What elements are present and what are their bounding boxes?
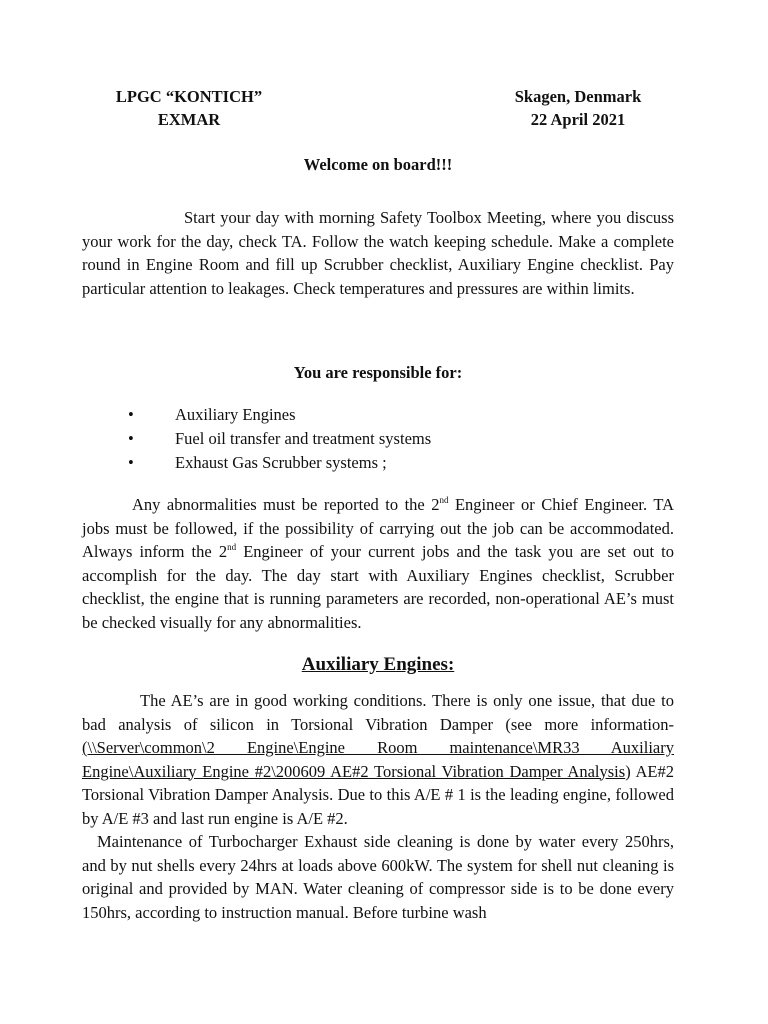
ship-name: LPGC “KONTICH” (115, 87, 263, 106)
responsibilities-heading: You are responsible for: (293, 363, 463, 382)
ae-text-after-link: ) AE#2 Torsional Vibration Damper Analysis. Due to this A/E # 1 is the leading engine, followed by A/E #3 and last run engine is A/E #2. (82, 761, 674, 828)
ship-header (88, 86, 290, 131)
ordinal-suffix: nd (227, 542, 237, 552)
responsibilities-list (82, 403, 431, 475)
date: 22 April 2021 (530, 109, 626, 129)
ae-text-before-link: The AE’s are in good working conditions. There is only one issue, that due to bad analysis of silicon in Torsional Vibration Damper (see more information- (82, 691, 674, 734)
abnormalities-paragraph (82, 493, 674, 634)
list-item (82, 427, 431, 451)
bullet-icon: • (128, 429, 134, 448)
turbocharger-paragraph: Maintenance of Turbocharger Exhaust side cleaning is done by water every 250hrs, and by nut shells every 24hrs at loads above 600kW. The system for shell nut cleaning is original and provided by MAN. Water cleaning of compressor side is to be done every 150hrs, according to instruction manual. Before turbine wash (82, 832, 674, 922)
welcome-heading: Welcome on board!!! (303, 155, 453, 174)
abnormalities-text-2: Engineer or Chief Engineer. TA jobs must be followed, if the possibility of carrying out the job can be accommodated. Always inform the 2 (82, 495, 674, 561)
list-item-text: Auxiliary Engines (175, 405, 296, 424)
list-item (82, 403, 431, 427)
abnormalities-text-3: Engineer of your current jobs and the task you are set out to accomplish for the day. The day start with Auxiliary Engines checklist, Scrubber checklist, the engine that is running parameters are recorded, non-operational AE’s must be checked visually for any abnormalities. (82, 542, 675, 632)
auxiliary-engines-paragraph (82, 689, 674, 830)
location: Skagen, Denmark (514, 87, 642, 106)
location-date-header (480, 86, 676, 131)
intro-paragraph: Start your day with morning Safety Toolbox Meeting, where you discuss your work for the day, check TA. Follow the watch keeping schedule. Make a complete round in Engine Room and fill up Scrubber checklist, Auxiliary Engine checklist. Pay particular attention to leakages. Check temperatures and pressures are within limits. (82, 208, 674, 298)
list-item-text: Exhaust Gas Scrubber systems ; (175, 453, 387, 472)
list-item-text: Fuel oil transfer and treatment systems (175, 429, 432, 448)
bullet-icon: • (128, 453, 134, 472)
abnormalities-text-1: Any abnormalities must be reported to the 2 (132, 495, 440, 514)
list-item (82, 451, 431, 475)
bullet-icon: • (128, 405, 134, 424)
auxiliary-engines-heading: Auxiliary Engines: (301, 654, 455, 675)
company-name: EXMAR (157, 109, 221, 129)
ordinal-suffix: nd (439, 495, 449, 505)
server-path-link[interactable]: (\\Server\common\2 Engine\Engine Room maintenance\MR33 Auxiliary Engine\Auxiliary Engine #2\200609 AE#2 Torsional Vibration Damper Analysis (82, 738, 674, 781)
